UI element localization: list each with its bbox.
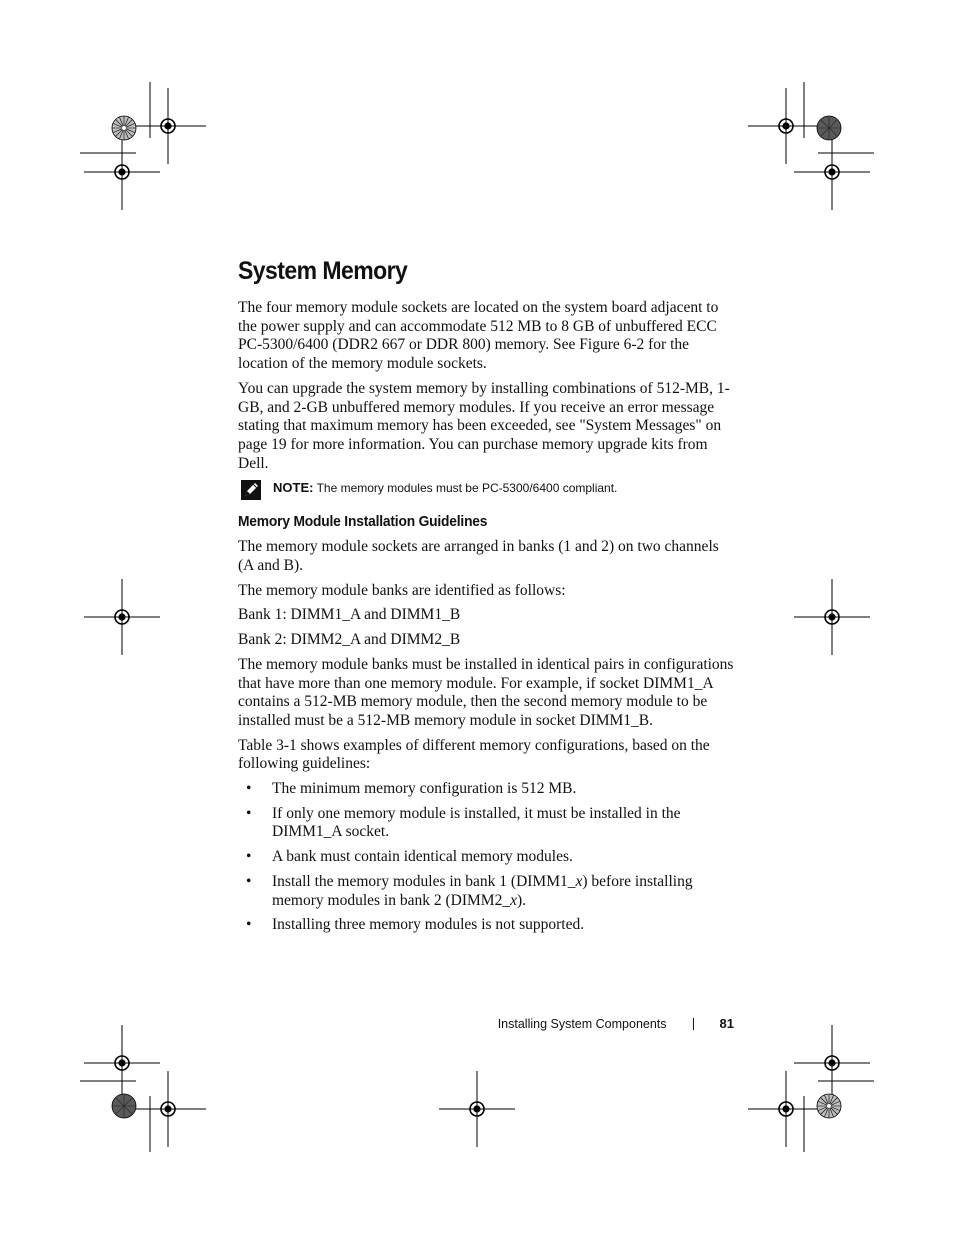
italic-variable: x [510,891,517,909]
footer-divider [693,1018,694,1030]
list-item-text [272,873,693,909]
note-label: NOTE: [273,480,314,496]
list-item-text: A bank must contain identical memory modules. [272,848,573,866]
list-item [238,780,738,799]
bullet-icon: • [246,804,252,822]
intro-paragraph-2: You can upgrade the system memory by installing combinations of 512-MB, 1-GB, and 2-GB unbuffered memory modules. If you receive an error message stating that maximum memory has been exceeded, see "System Messages" on page 19 for more information. You can purchase memory upgrade kits from Dell. [238,379,730,472]
bullet-icon: • [246,780,252,798]
note-callout [238,479,738,497]
section-paragraph-6: Table 3-1 shows examples of different memory configurations, based on the following guidelines: [238,736,710,773]
section-paragraph-1: The memory module sockets are arranged in banks (1 and 2) on two channels (A and B). [238,538,719,575]
footer-section-title: Installing System Components [497,1017,667,1031]
section-heading: Memory Module Installation Guidelines [238,513,488,531]
guidelines-list [238,780,738,935]
list-item [238,873,738,910]
section-paragraph-2: The memory module banks are identified as follows: [238,581,566,599]
page-footer [498,1014,734,1034]
text-run: ) before installing memory modules in bank 2 (DIMM2_ [272,872,693,909]
text-run: ). [516,891,527,909]
text-run: Install the memory modules in bank 1 (DIMM1_ [272,872,576,890]
list-item-text: The minimum memory configuration is 512 MB. [272,780,577,798]
list-item [238,916,738,935]
list-item [238,805,738,842]
note-text: The memory modules must be PC-5300/6400 compliant. [316,481,618,496]
section-paragraph-5: The memory module banks must be installed in identical pairs in configurations that have more than one memory module. For example, if socket DIMM1_A contains a 512-MB memory module, then the second memory module to be installed must be a 512-MB memory module in socket DIMM1_B. [238,655,734,729]
note-pencil-icon [241,480,261,500]
page-content [238,252,738,941]
bank-1-line: Bank 1: DIMM1_A and DIMM1_B [238,606,461,624]
list-item-text: If only one memory module is installed, it must be installed in the DIMM1_A socket. [272,804,681,841]
page-title: System Memory [238,257,408,285]
bullet-icon: • [246,916,252,934]
intro-paragraph-1: The four memory module sockets are located on the system board adjacent to the power supply and can accommodate 512 MB to 8 GB of unbuffered ECC PC-5300/6400 (DDR2 667 or DDR 800) memory. See Figure 6-2 for the location of the memory module sockets. [238,299,719,373]
italic-variable: x [575,872,583,890]
bank-2-line: Bank 2: DIMM2_A and DIMM2_B [238,631,461,649]
list-item [238,848,738,867]
bullet-icon: • [246,848,252,866]
page-number: 81 [719,1016,734,1031]
bullet-icon: • [246,872,252,890]
list-item-text: Installing three memory modules is not supported. [272,916,585,934]
